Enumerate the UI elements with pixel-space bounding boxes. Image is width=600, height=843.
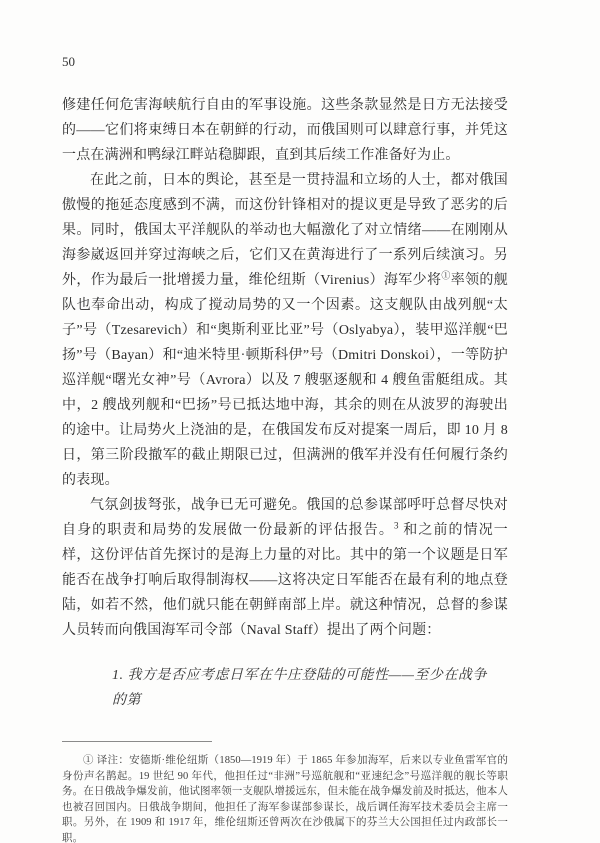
footnote-divider bbox=[62, 741, 212, 742]
footnote-reference: 3 bbox=[393, 520, 399, 531]
page-number: 50 bbox=[62, 54, 75, 69]
footnote-reference: ① bbox=[441, 270, 451, 281]
body-paragraph: 修建任何危害海峡航行自由的军事设施。这些条款显然是日方无法接受的——它们将束缚日本在朝鲜的行动，而俄国则可以肆意行事，并凭这一点在满洲和鸭绿江畔站稳脚跟，直到其后续工作准备好为止。 bbox=[62, 98, 508, 163]
body-text bbox=[62, 93, 508, 643]
footnote-text: ① 译注：安德斯·维伦纽斯（1850—1919 年）于 1865 年参加海军，后来以专业鱼雷军官的身份声名鹊起。19 世纪 90 年代，他担任过“非洲”号巡航舰和“亚速纪念”号巡洋舰的舰长等职务。在日俄战争爆发前，他试图率领一支舰队增援远东，但未能在战争爆发前及时抵达，他本人也被召回国内。日俄战争期间，他担任了海军参谋部参谋长，战后调任海军技术委员会主席一职。另外，在 1909 和 1917 年，维伦纽斯还曾两次在沙俄属下的芬兰大公国担任过内政部长一职。 bbox=[62, 755, 508, 843]
body-paragraph: 在此之前，日本的舆论，甚至是一贯持温和立场的人士，都对俄国傲慢的拖延态度感到不满，而这份针锋相对的提议更是导致了恶劣的后果。同时，俄国太平洋舰队的举动也大幅激化了对立情绪——在刚刚从海参崴返回并穿过海峡之后，它们又在黄海进行了一系列后续演习。另外，作为最后一批增援力量，维伦纽斯（Virenius）海军少将①率领的舰队也奉命出动，构成了搅动局势的又一个因素。这支舰队由战列舰“太子”号（Tzesarevich）和“奥斯利亚比亚”号（Oslyabya），装甲巡洋舰“巴扬”号（Bayan）和“迪米特里·顿斯科伊”号（Dmitri Donskoi），一等防护巡洋舰“曙光女神”号（Avrora）以及 7 艘驱逐舰和 4 艘鱼雷艇组成。其中，2 艘战列舰和“巴扬”号已抵达地中海，其余的则在从波罗的海驶出的途中。让局势火上浇油的是，在俄国发布反对提案一周后，即 10 月 8 日，第三阶段撤军的截止期限已过，但满洲的俄军并没有任何履行条约的表现。 bbox=[62, 173, 508, 488]
block-quote: 1. 我方是否应考虑日军在牛庄登陆的可能性——至少在战争的第 bbox=[112, 668, 487, 708]
body-paragraph: 气氛剑拔弩张，战争已无可避免。俄国的总参谋部呼吁总督尽快对自身的职责和局势的发展做一份最新的评估报告。$^3$ 和之前的情况一样，这份评估首先探讨的是海上力量的对比。其中的第一个议题是日军能否在战争打响后取得制海权——这将决定日军能否在最有利的地点登陆，如若不然，他们就只能在朝鲜南部上岸。就这种情况，总督的参谋人员转而向俄国海军司令部（Naval Staff）提出了两个问题： bbox=[62, 498, 508, 638]
